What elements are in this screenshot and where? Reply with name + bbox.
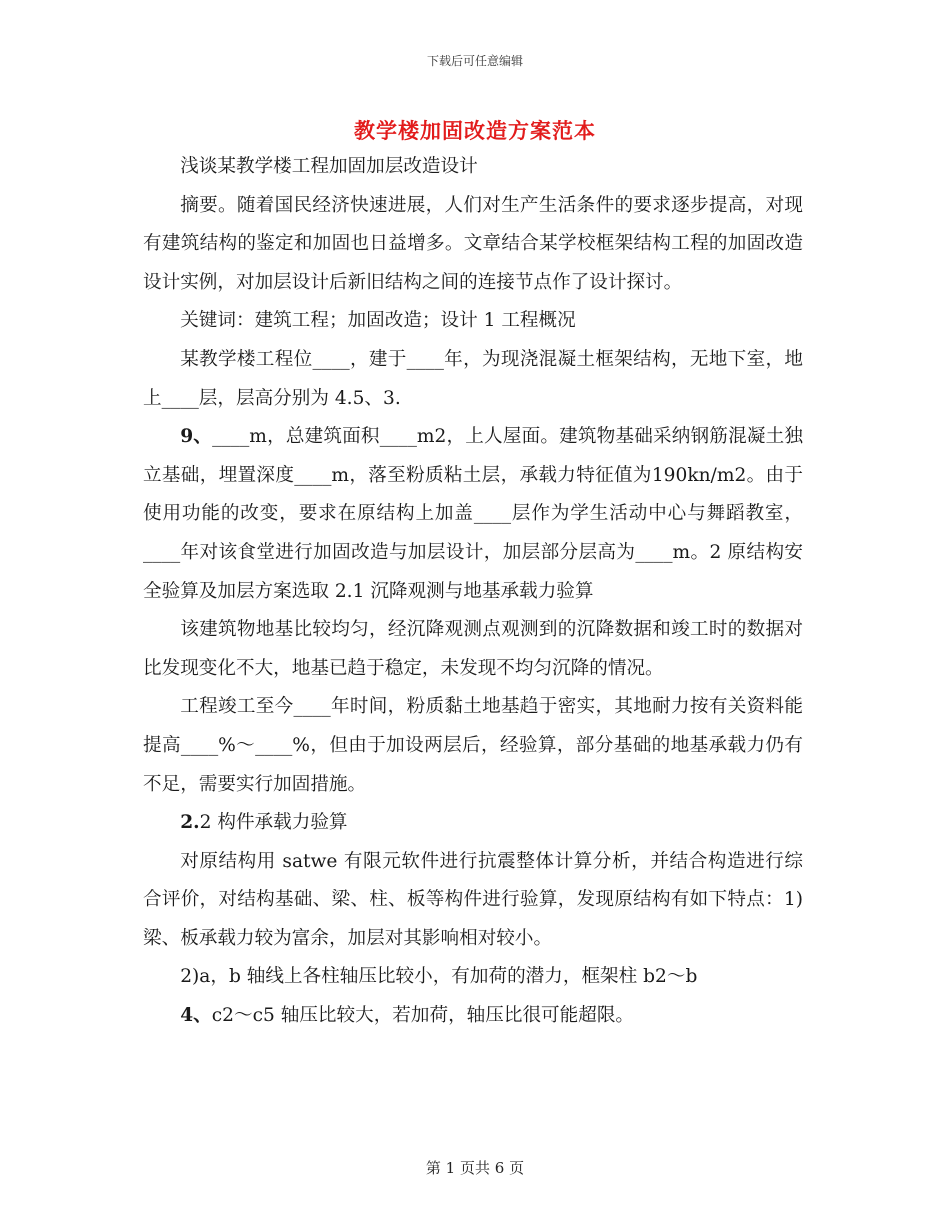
document-title: 教学楼加固改造方案范本 bbox=[354, 118, 596, 143]
paragraph-point-2 bbox=[143, 958, 803, 997]
paragraph-point-4 bbox=[143, 997, 803, 1036]
text-line: 加层部分层高为____m。2 原结构安全验算及加层方案选取 2.1 沉降观 bbox=[143, 541, 803, 602]
text-line: 础的地基承载力仍有不足，需要实行加固措施。 bbox=[143, 734, 803, 795]
text-line: 浅谈某教学楼工程加固加层改造设计 bbox=[180, 156, 478, 177]
text-line: 节点作了设计探讨。 bbox=[514, 271, 683, 293]
text-line: 工程竣工至今____年时间，粉质黏土地基趋于密实，其地耐力按 bbox=[180, 696, 709, 718]
section-heading bbox=[143, 804, 803, 843]
text-line: 2 构件承载力验算 bbox=[199, 812, 348, 834]
text-line: 情况。 bbox=[607, 657, 664, 679]
page-footer-number: 第 1 页共 6 页 bbox=[425, 1159, 525, 1177]
text-line: 时的数据对比发现变化不大，地基已趋于稳定，未发现不均匀沉降的 bbox=[143, 619, 803, 679]
text-line: ____m，总建筑面积____m2，上人屋面。建筑物基础采纳钢筋 bbox=[212, 426, 729, 448]
text-line: 2)a，b 轴线上各柱轴压比较小，有加荷的潜力，框架柱 b2～b bbox=[180, 966, 698, 988]
text-line: c2～c5 轴压比较大，若加荷，轴压比很可能超限。 bbox=[211, 1005, 635, 1027]
document-body bbox=[143, 148, 803, 1036]
section-number: 2. bbox=[180, 812, 200, 834]
list-marker: 9、 bbox=[180, 426, 213, 448]
paragraph-keywords bbox=[143, 302, 803, 341]
paragraph-foundation bbox=[143, 611, 803, 688]
text-line: 190kn/m2。由于使用功能的改变，要求在原结构上加盖____层作为学 bbox=[143, 464, 803, 525]
text-line: 测与地基承载力验算 bbox=[426, 580, 594, 602]
text-line: 提高，对现有建筑结构的鉴定和加固也日益增多。文章结合某学校框 bbox=[143, 194, 803, 255]
text-line: 对原结构用 satwe 有限元软件进行抗震整体计算分析，并结合构 bbox=[180, 850, 727, 872]
text-line: 有关资料能提高____%～____%，但由于加设两层后，经验算，部分基 bbox=[143, 696, 803, 756]
page-header-note: 下载后可任意编辑 bbox=[426, 54, 523, 68]
text-line: 生活动中心与舞蹈教室，____年对该食堂进行加固改造与加层设计， bbox=[143, 503, 803, 563]
text-line: 混凝土独立基础，埋置深度____m，落至粉质粘土层，承载力特征值为 bbox=[143, 426, 803, 486]
text-line: 地下室，地上____层，层高分别为 4.5、3. bbox=[143, 348, 803, 409]
paragraph-subtitle bbox=[143, 148, 803, 187]
text-line: 该建筑物地基比较均匀，经沉降观测点观测到的沉降数据和竣工 bbox=[180, 619, 709, 641]
list-marker: 4、 bbox=[180, 1005, 212, 1027]
text-line: 造进行综合评价，对结构基础、梁、柱、板等构件进行验算，发现原 bbox=[143, 850, 803, 911]
paragraph-overview bbox=[143, 341, 803, 418]
text-line: 摘要。随着国民经济快速进展，人们对生产生活条件的要求逐步 bbox=[180, 194, 709, 216]
text-line: 架结构工程的加固改造设计实例，对加层设计后新旧结构之间的连接 bbox=[143, 233, 803, 293]
text-line: 某教学楼工程位____，建于____年，为现浇混凝土框架结构，无 bbox=[180, 348, 709, 370]
text-line: 结构有如下特点：1)梁、板承载力较为富余，加层对其影响相对较小。 bbox=[143, 889, 803, 949]
paragraph-building-info bbox=[143, 418, 803, 611]
paragraph-abstract bbox=[143, 187, 803, 303]
paragraph-analysis bbox=[143, 843, 803, 959]
paragraph-bearing bbox=[143, 688, 803, 804]
text-line: 关键词：建筑工程；加固改造；设计 1 工程概况 bbox=[180, 310, 576, 332]
